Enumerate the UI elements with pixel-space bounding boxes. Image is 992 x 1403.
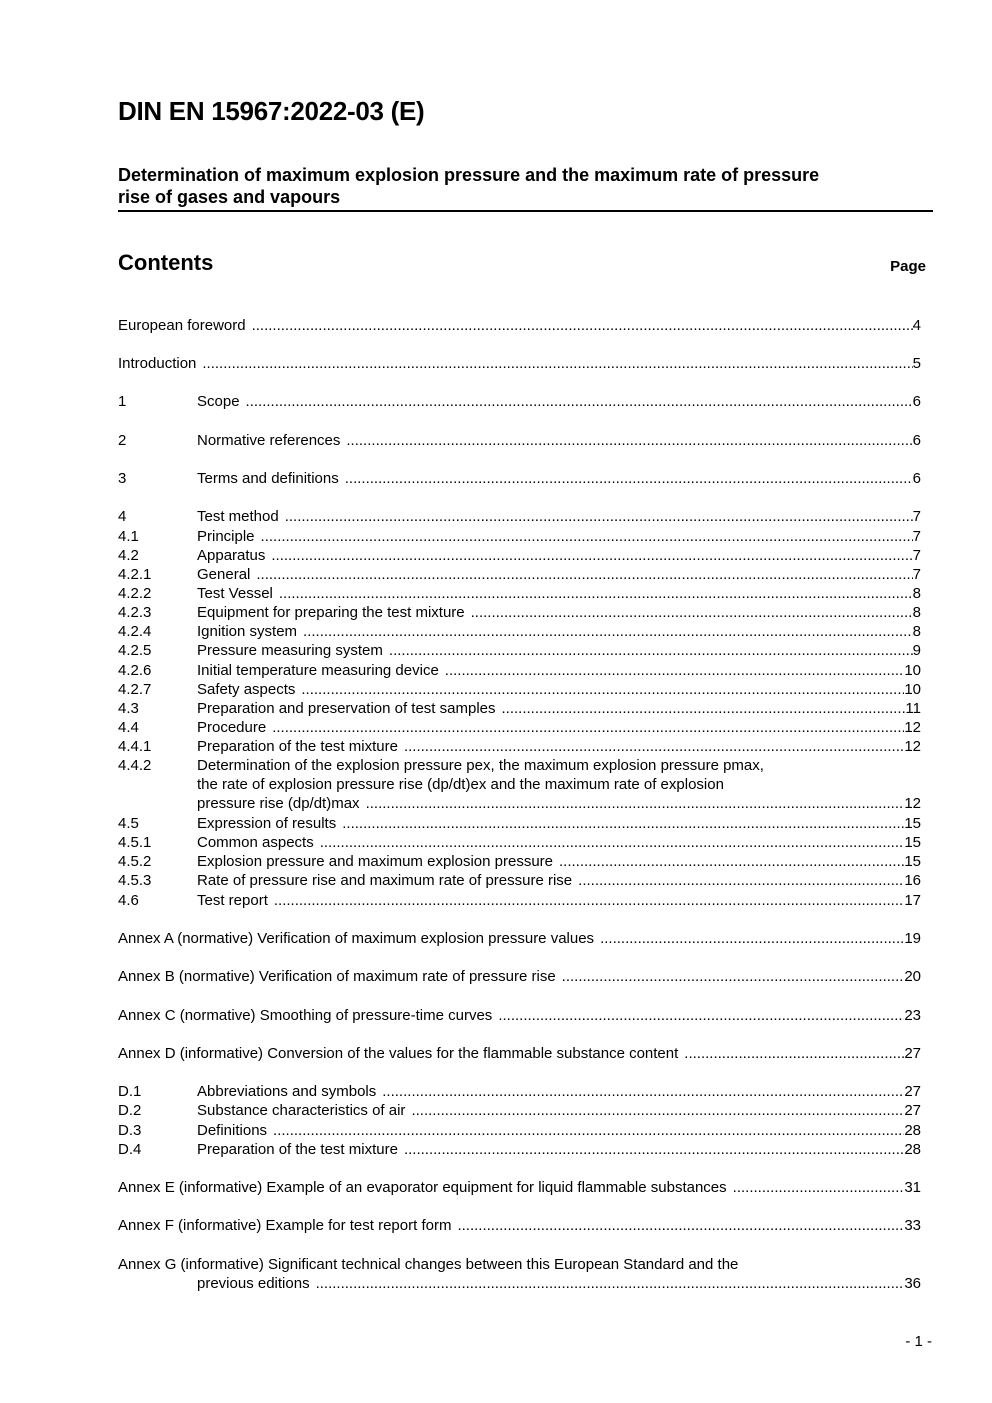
toc-entry-title: Substance characteristics of air	[197, 1102, 406, 1119]
toc-entry-page: 12	[904, 738, 921, 755]
toc-entry[interactable]	[118, 431, 921, 450]
toc-entry-title: Safety aspects	[197, 681, 296, 698]
dot-leader	[471, 603, 913, 622]
toc-entry-title: Expression of results	[197, 815, 337, 832]
toc-entry-title: Preparation of the test mixture	[197, 1141, 398, 1158]
toc-entry-number: 1	[118, 393, 127, 410]
toc-entry[interactable]	[118, 891, 921, 910]
toc-entry-title: Pressure measuring system	[197, 642, 383, 659]
toc-entry[interactable]	[118, 507, 921, 526]
toc-entry-title: Procedure	[197, 719, 267, 736]
toc-entry-page: 8	[912, 604, 921, 621]
toc-entry-title: Abbreviations and symbols	[197, 1083, 377, 1100]
toc-entry[interactable]	[118, 814, 921, 833]
dot-leader	[285, 507, 913, 526]
toc-entry-page: 15	[904, 815, 921, 832]
toc-entry-title: Initial temperature measuring device	[197, 662, 439, 679]
toc-entry-page: 7	[912, 566, 921, 583]
toc-entry[interactable]	[118, 584, 921, 603]
toc-entry-page: 16	[904, 872, 921, 889]
contents-heading: Contents	[118, 250, 214, 275]
toc-entry-page: 6	[912, 470, 921, 487]
toc-entry-number: 4.2	[118, 547, 139, 564]
toc-entry-title: European foreword	[118, 317, 246, 334]
toc-entry-title-line: Determination of the explosion pressure pex, the maximum explosion pressure pmax,	[197, 757, 764, 774]
toc-entry-page: 27	[904, 1102, 921, 1119]
page-number: - 1 -	[905, 1333, 932, 1350]
toc-entry-number: 4.2.5	[118, 642, 152, 659]
toc-entry-title: Equipment for preparing the test mixture	[197, 604, 465, 621]
toc-entry-number: 4.4.1	[118, 738, 152, 755]
dot-leader	[301, 680, 904, 699]
dot-leader	[498, 1006, 904, 1025]
toc-entry-page: 10	[904, 662, 921, 679]
toc-entry-page: 23	[904, 1007, 921, 1024]
dot-leader	[578, 871, 904, 890]
toc-entry[interactable]	[118, 852, 921, 871]
toc-entry-page: 33	[904, 1217, 921, 1234]
toc-entry-title: Rate of pressure rise and maximum rate of pressure rise	[197, 872, 573, 889]
toc-entry[interactable]	[118, 680, 921, 699]
toc-entry-number: 4.6	[118, 892, 139, 909]
toc-entry-page: 6	[912, 393, 921, 410]
toc-entry-title: Annex F (informative) Example for test report form	[118, 1217, 452, 1234]
toc-entry-page: 20	[904, 968, 921, 985]
toc-entry[interactable]	[118, 871, 921, 890]
dot-leader	[303, 622, 913, 641]
toc-entry-page: 5	[912, 355, 921, 372]
dot-leader	[559, 852, 904, 871]
dot-leader	[733, 1178, 905, 1197]
toc-entry-page: 31	[904, 1179, 921, 1196]
toc-entry[interactable]	[118, 527, 921, 546]
toc-entry-number: 4.5	[118, 815, 139, 832]
toc-entry-title-line: the rate of explosion pressure rise (dp/dt)ex and the maximum rate of explosion	[197, 776, 724, 793]
toc-entry[interactable]	[118, 1178, 921, 1197]
toc-entry-title: Normative references	[197, 432, 341, 449]
document-title: DIN EN 15967:2022-03 (E)	[118, 96, 425, 126]
toc-entry-number: 4.4.2	[118, 757, 152, 774]
toc-entry[interactable]	[118, 469, 921, 488]
dot-leader	[320, 833, 905, 852]
toc-entry[interactable]	[118, 661, 921, 680]
toc-entry-page: 7	[912, 508, 921, 525]
toc-entry[interactable]	[118, 1006, 921, 1025]
toc-entry[interactable]	[118, 1044, 921, 1063]
toc-entry-title: Preparation of the test mixture	[197, 738, 398, 755]
toc-entry[interactable]	[118, 392, 921, 411]
toc-entry[interactable]	[118, 967, 921, 986]
toc-entry-title-line: Annex G (informative) Significant technical changes between this European Standard and the	[118, 1256, 739, 1273]
toc-entry-title: Annex D (informative) Conversion of the values for the flammable substance content	[118, 1045, 679, 1062]
toc-entry-number: 4	[118, 508, 127, 525]
toc-entry-page: 12	[904, 719, 921, 736]
toc-entry-number: 4.4	[118, 719, 139, 736]
toc-entry-title: Principle	[197, 528, 255, 545]
toc-entry-title: Definitions	[197, 1122, 268, 1139]
toc-entry-page: 19	[904, 930, 921, 947]
toc-entry-title: Ignition system	[197, 623, 298, 640]
toc-entry-page: 28	[904, 1122, 921, 1139]
dot-leader	[202, 354, 912, 373]
toc-entry-number: 4.2.4	[118, 623, 152, 640]
toc-entry[interactable]	[118, 546, 921, 565]
toc-entry-number: 4.5.1	[118, 834, 152, 851]
toc-entry-number: 4.3	[118, 700, 139, 717]
toc-entry[interactable]	[118, 622, 921, 641]
toc-entry-title: pressure rise (dp/dt)max	[197, 795, 360, 812]
toc-entry-title: Introduction	[118, 355, 197, 372]
toc-entry-page: 9	[912, 642, 921, 659]
dot-leader	[502, 699, 906, 718]
toc-entry-number: 2	[118, 432, 127, 449]
dot-leader	[252, 316, 913, 335]
toc-entry-page: 10	[904, 681, 921, 698]
dot-leader	[457, 1216, 904, 1235]
toc-entry-title: Annex A (normative) Verification of maximum explosion pressure values	[118, 930, 595, 947]
toc-entry-title: previous editions	[197, 1275, 310, 1292]
dot-leader	[600, 929, 904, 948]
toc-entry[interactable]	[118, 1101, 921, 1120]
toc-entry-page: 11	[905, 700, 921, 717]
toc-entry-title: Preparation and preservation of test samples	[197, 700, 496, 717]
toc-entry-page: 8	[912, 585, 921, 602]
toc-entry-number: D.4	[118, 1141, 142, 1158]
dot-leader	[346, 431, 912, 450]
toc-entry-page: 17	[904, 892, 921, 909]
toc-entry-page: 12	[904, 795, 921, 812]
toc-entry-title: Annex C (normative) Smoothing of pressure-time curves	[118, 1007, 493, 1024]
toc-entry[interactable]	[118, 718, 921, 737]
dot-leader	[272, 718, 904, 737]
toc-entry-title: Scope	[197, 393, 240, 410]
dot-leader	[411, 1101, 904, 1120]
dot-leader	[389, 641, 913, 660]
dot-leader	[256, 565, 912, 584]
page-column-heading: Page	[890, 258, 926, 275]
dot-leader	[316, 1274, 905, 1293]
dot-leader	[404, 1140, 904, 1159]
toc-entry[interactable]	[118, 1216, 921, 1235]
toc-entry-page: 6	[912, 432, 921, 449]
toc-entry[interactable]	[118, 833, 921, 852]
toc-entry-title: Terms and definitions	[197, 470, 339, 487]
toc-entry-page: 15	[904, 834, 921, 851]
toc-entry-number: 4.5.2	[118, 853, 152, 870]
toc-entry-page: 27	[904, 1083, 921, 1100]
dot-leader	[279, 584, 913, 603]
toc-entry-page: 36	[904, 1275, 921, 1292]
toc-entry-number: D.1	[118, 1083, 142, 1100]
toc-entry[interactable]	[118, 565, 921, 584]
toc-entry-title: Explosion pressure and maximum explosion pressure	[197, 853, 554, 870]
toc-entry[interactable]	[118, 1140, 921, 1159]
toc-entry[interactable]	[118, 929, 921, 948]
toc-entry[interactable]	[118, 794, 921, 813]
toc-entry-page: 8	[912, 623, 921, 640]
toc-entry[interactable]	[118, 1082, 921, 1101]
toc-entry-number: 3	[118, 470, 127, 487]
toc-entry-number: 4.2.6	[118, 662, 152, 679]
dot-leader	[261, 527, 913, 546]
toc-entry-page: 28	[904, 1141, 921, 1158]
dot-leader	[345, 469, 913, 488]
dot-leader	[445, 661, 905, 680]
dot-leader	[274, 891, 904, 910]
toc-entry-number: 4.1	[118, 528, 139, 545]
toc-entry-number: 4.5.3	[118, 872, 152, 889]
dot-leader	[382, 1082, 904, 1101]
toc-entry[interactable]	[118, 354, 921, 373]
toc-entry-title: Common aspects	[197, 834, 314, 851]
document-subtitle	[118, 164, 933, 212]
toc-entry[interactable]	[118, 699, 921, 718]
toc-entry-title: Test Vessel	[197, 585, 273, 602]
toc-entry-title: General	[197, 566, 251, 583]
toc-entry-title: Annex B (normative) Verification of maximum rate of pressure rise	[118, 968, 556, 985]
dot-leader	[684, 1044, 904, 1063]
toc-entry-number: 4.2.7	[118, 681, 152, 698]
subtitle-line-2: rise of gases and vapours	[118, 187, 341, 207]
dot-leader	[273, 1121, 904, 1140]
toc-entry[interactable]	[118, 316, 921, 335]
toc-entry[interactable]	[118, 1274, 921, 1293]
toc-entry[interactable]	[118, 603, 921, 622]
dot-leader	[271, 546, 912, 565]
toc-entry-number: 4.2.1	[118, 566, 152, 583]
dot-leader	[562, 967, 905, 986]
toc-entry-title: Apparatus	[197, 547, 266, 564]
toc-entry-number: 4.2.3	[118, 604, 152, 621]
toc-entry-page: 27	[904, 1045, 921, 1062]
toc-entry-title: Test method	[197, 508, 279, 525]
toc-entry-number: D.3	[118, 1122, 142, 1139]
toc-entry[interactable]	[118, 737, 921, 756]
toc-entry-page: 7	[912, 528, 921, 545]
toc-entry-title: Annex E (informative) Example of an evaporator equipment for liquid flammable substances	[118, 1179, 727, 1196]
toc-entry-page: 7	[912, 547, 921, 564]
subtitle-line-1: Determination of maximum explosion pressure and the maximum rate of pressure	[118, 165, 820, 185]
toc-entry-page: 4	[912, 317, 921, 334]
dot-leader	[342, 814, 904, 833]
toc-entry-number: 4.2.2	[118, 585, 152, 602]
dot-leader	[246, 392, 913, 411]
dot-leader	[366, 794, 905, 813]
toc-entry-title: Test report	[197, 892, 268, 909]
dot-leader	[404, 737, 904, 756]
toc-entry-page: 15	[904, 853, 921, 870]
toc-entry[interactable]	[118, 1121, 921, 1140]
toc-entry[interactable]	[118, 641, 921, 660]
toc-entry-number: D.2	[118, 1102, 142, 1119]
